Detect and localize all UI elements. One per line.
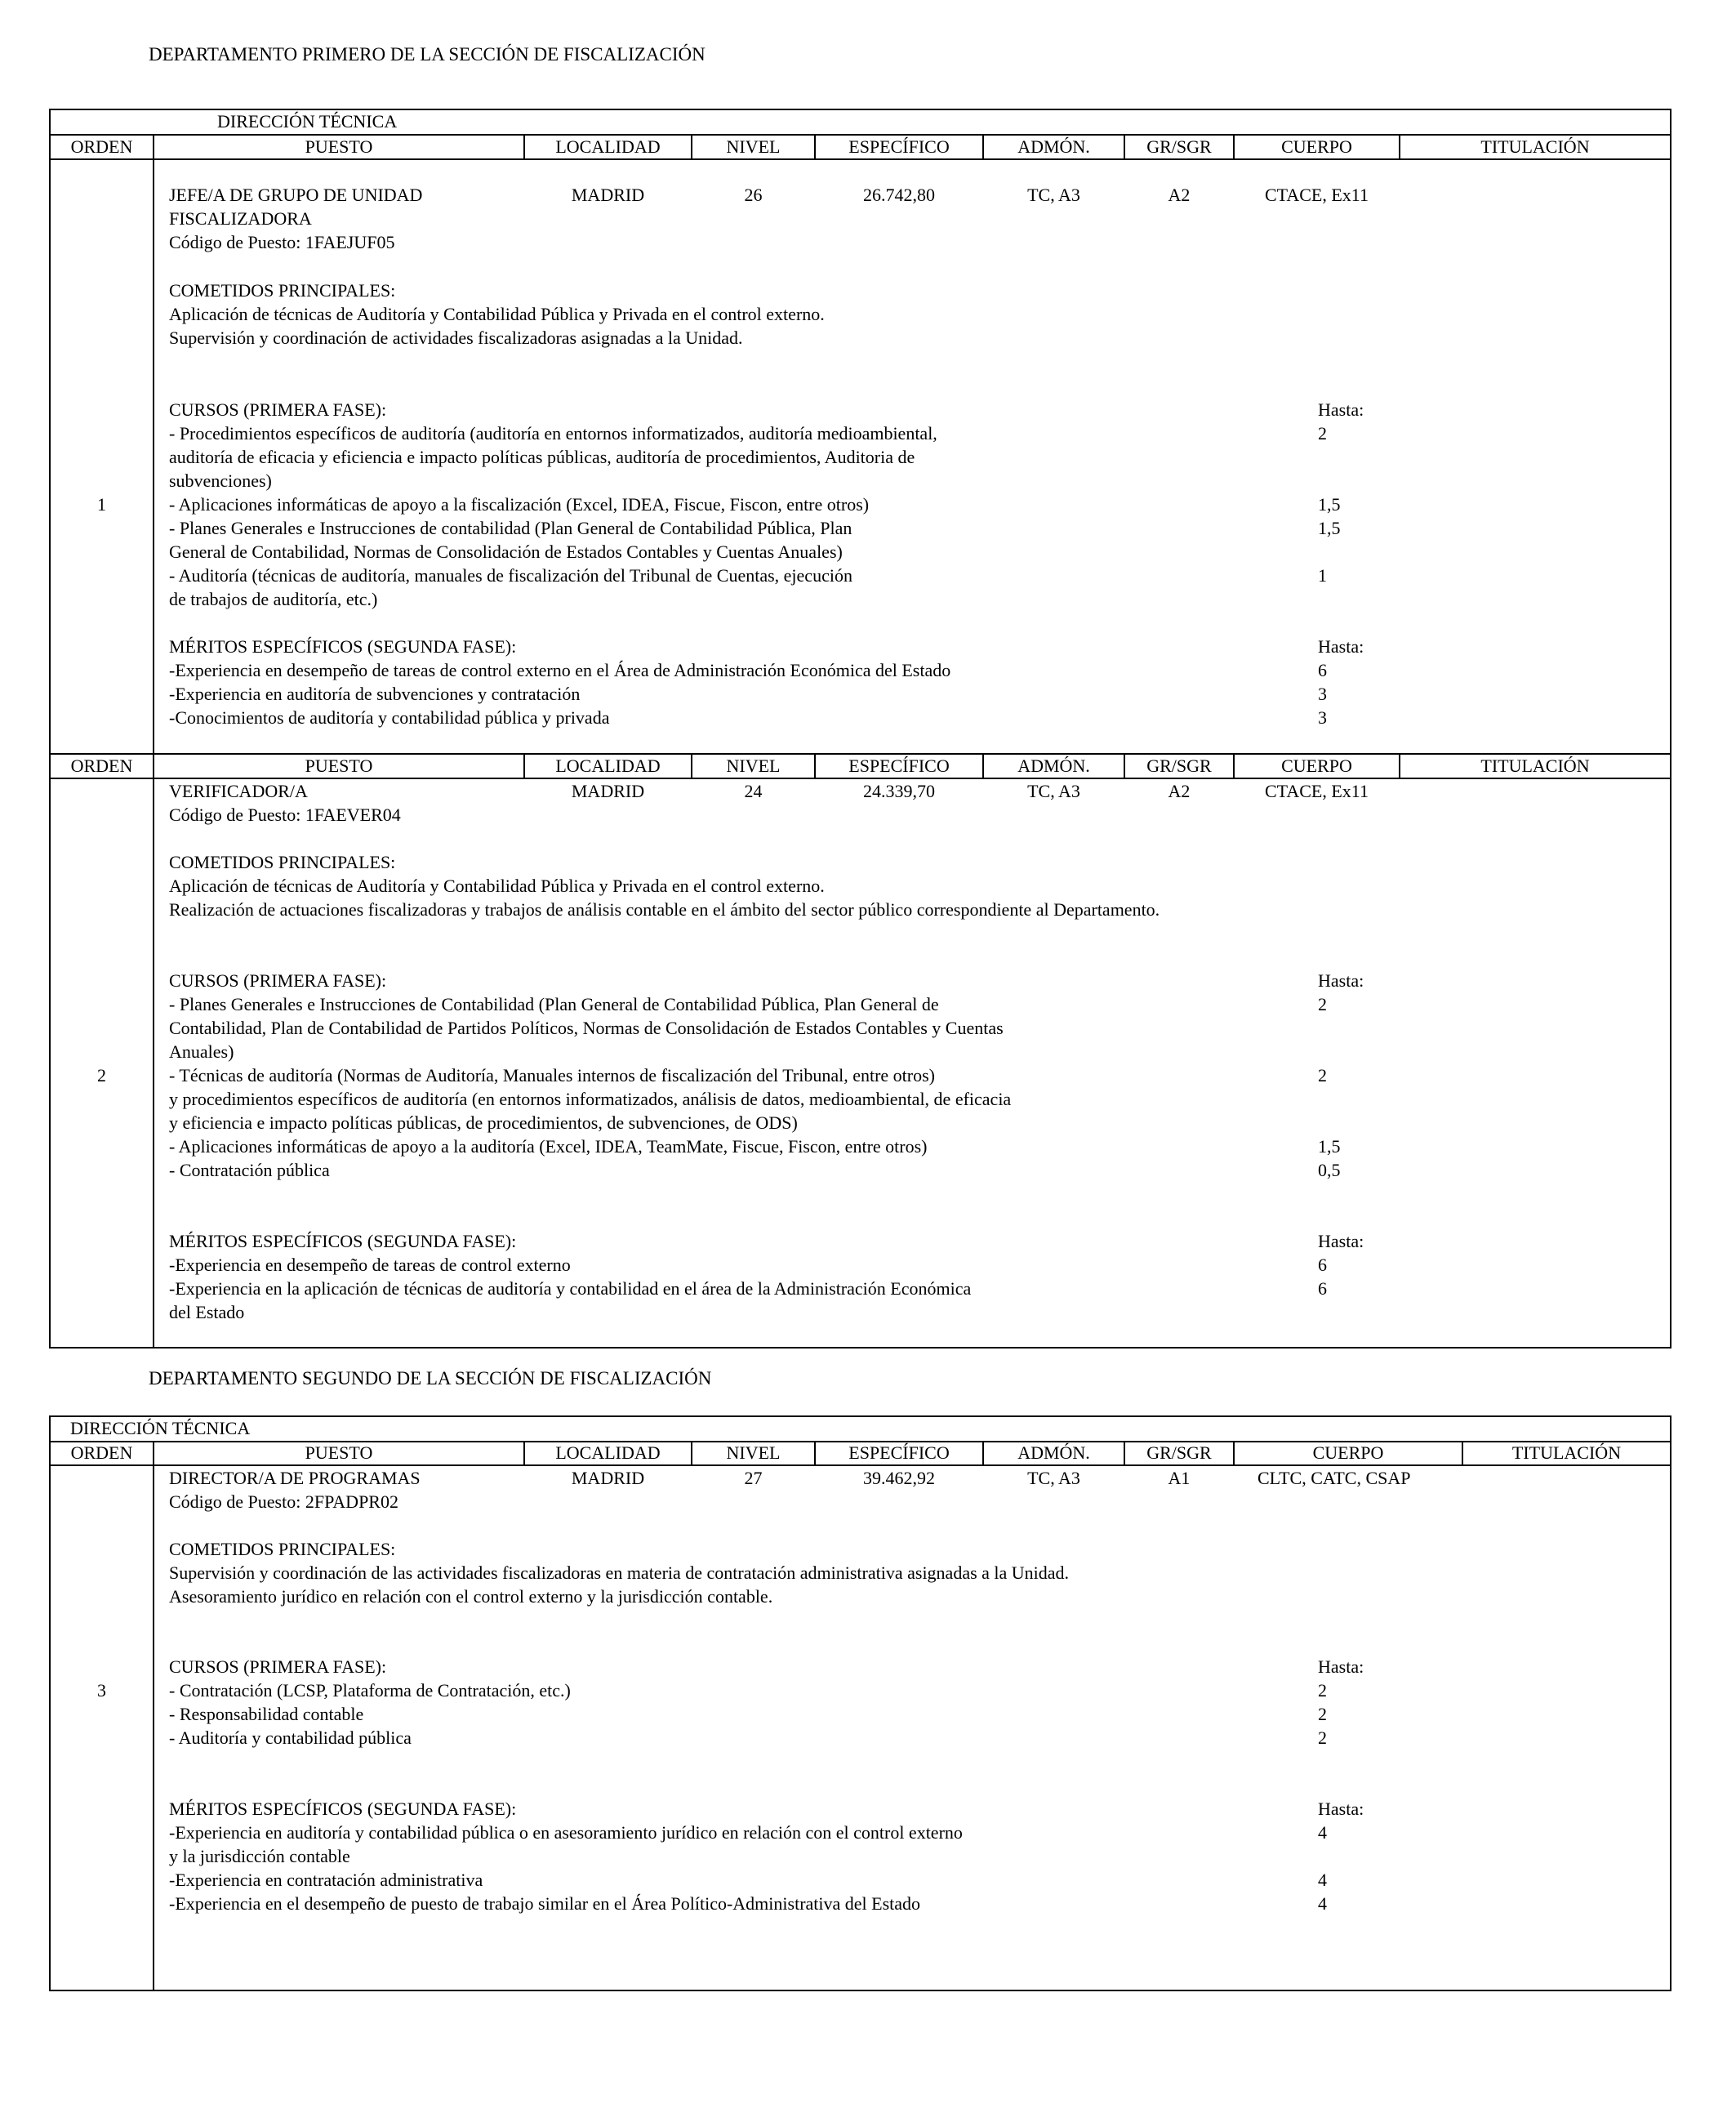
post-1-meritos-label: MÉRITOS ESPECÍFICOS (SEGUNDA FASE): (169, 636, 517, 657)
col-orden: ORDEN (70, 756, 133, 776)
orden-column-divider (153, 778, 154, 1348)
post-2-especifico: 24.339,70 (863, 781, 935, 801)
post-1-merito-line: -Experiencia en auditoría de subvenciones y contratación (169, 684, 581, 704)
table-1-subtitle: DIRECCIÓN TÉCNICA (217, 111, 398, 132)
post-2-curso-line: - Contratación pública (169, 1160, 330, 1180)
post-2-nivel: 24 (744, 781, 763, 801)
post-3-especifico: 39.462,92 (863, 1468, 935, 1488)
post-2-cometido: Realización de actuaciones fiscalizadoras y trabajos de análisis contable en el ámbito del sector público correspondiente al Departamento. (169, 899, 1160, 920)
col-titulacion: TITULACIÓN (1480, 756, 1590, 776)
post-2-merito-line: -Experiencia en desempeño de tareas de control externo (169, 1255, 571, 1275)
post-1-merito-line: -Experiencia en desempeño de tareas de control externo en el Área de Administración Económica del Estado (169, 660, 951, 680)
col-titulacion: TITULACIÓN (1511, 1442, 1622, 1463)
post-1-curso-line: de trabajos de auditoría, etc.) (169, 589, 378, 609)
post-2-meritos-hasta: Hasta: (1318, 1231, 1364, 1251)
post-3-grsgr: A1 (1168, 1468, 1191, 1488)
post-3-cursos-label: CURSOS (PRIMERA FASE): (169, 1656, 387, 1677)
post-2-grsgr: A2 (1168, 781, 1191, 801)
post-3-cometidos-label: COMETIDOS PRINCIPALES: (169, 1539, 396, 1559)
post-2-merito-score: 6 (1318, 1255, 1327, 1275)
post-3-curso-score: 2 (1318, 1727, 1327, 1748)
col-nivel: NIVEL (726, 136, 781, 157)
post-1-localidad: MADRID (571, 185, 645, 205)
post-1-cursos-hasta: Hasta: (1318, 399, 1364, 420)
col-especifico: ESPECÍFICO (848, 1442, 950, 1463)
orden-column-divider (153, 158, 154, 754)
post-2-curso-line: y eficiencia e impacto políticas públicas, de procedimientos, de subvenciones, de ODS) (169, 1112, 798, 1133)
post-2-curso-score: 2 (1318, 994, 1327, 1014)
post-2-admon: TC, A3 (1027, 781, 1080, 801)
post-2-localidad: MADRID (571, 781, 645, 801)
post-2-merito-line: -Experiencia en la aplicación de técnicas de auditoría y contabilidad en el área de la Administración Económica (169, 1278, 972, 1299)
post-1-merito-score: 3 (1318, 684, 1327, 704)
col-grsgr: GR/SGR (1146, 136, 1212, 157)
col-grsgr: GR/SGR (1146, 756, 1212, 776)
col-localidad: LOCALIDAD (555, 1442, 661, 1463)
post-2-curso-line: Anuales) (169, 1041, 234, 1062)
post-2-curso-score: 1,5 (1318, 1136, 1341, 1157)
post-1-puesto-line: FISCALIZADORA (169, 208, 312, 229)
col-puesto: PUESTO (305, 1442, 373, 1463)
post-1-curso-line: - Planes Generales e Instrucciones de contabilidad (Plan General de Contabilidad Pública, Plan (169, 518, 852, 538)
col-nivel: NIVEL (726, 756, 781, 776)
post-3-meritos-label: MÉRITOS ESPECÍFICOS (SEGUNDA FASE): (169, 1799, 517, 1819)
post-2-curso-line: - Aplicaciones informáticas de apoyo a la auditoría (Excel, IDEA, TeamMate, Fiscue, Fiscon, entre otros) (169, 1136, 928, 1157)
post-3-cometido: Supervisión y coordinación de las actividades fiscalizadoras en materia de contratación administrativa asignadas a la Unidad. (169, 1562, 1070, 1583)
col-especifico: ESPECÍFICO (848, 756, 950, 776)
post-3-merito-score: 4 (1318, 1893, 1327, 1914)
orden-column-divider (153, 1464, 154, 1990)
col-admon: ADMÓN. (1017, 136, 1090, 157)
post-1-curso-score: 1 (1318, 565, 1327, 586)
post-2-merito-score: 6 (1318, 1278, 1327, 1299)
post-1-especifico: 26.742,80 (863, 185, 935, 205)
post-3-merito-line: -Experiencia en el desempeño de puesto de trabajo similar en el Área Político-Administrativa del Estado (169, 1893, 921, 1914)
department-2-title: DEPARTAMENTO SEGUNDO DE LA SECCIÓN DE FISCALIZACIÓN (149, 1368, 712, 1389)
post-3-merito-score: 4 (1318, 1870, 1327, 1890)
post-3-merito-line: y la jurisdicción contable (169, 1846, 350, 1866)
col-cuerpo: CUERPO (1312, 1442, 1384, 1463)
post-1-cometido: Aplicación de técnicas de Auditoría y Contabilidad Pública y Privada en el control externo. (169, 304, 825, 324)
col-localidad: LOCALIDAD (555, 136, 661, 157)
post-1-merito-line: -Conocimientos de auditoría y contabilidad pública y privada (169, 707, 610, 728)
post-2-meritos-label: MÉRITOS ESPECÍFICOS (SEGUNDA FASE): (169, 1231, 517, 1251)
post-1-curso-score: 2 (1318, 423, 1327, 444)
col-orden: ORDEN (70, 136, 133, 157)
post-1-curso-line: - Auditoría (técnicas de auditoría, manuales de fiscalización del Tribunal de Cuentas, ejecución (169, 565, 852, 586)
post-3-cuerpo: CLTC, CATC, CSAP (1257, 1468, 1411, 1488)
post-1-curso-score: 1,5 (1318, 494, 1341, 515)
post-1-curso-line: General de Contabilidad, Normas de Consolidación de Estados Contables y Cuentas Anuales) (169, 542, 843, 562)
post-1-cuerpo: CTACE, Ex11 (1265, 185, 1369, 205)
post-3-curso-score: 2 (1318, 1704, 1327, 1724)
post-3-merito-line: -Experiencia en auditoría y contabilidad pública o en asesoramiento jurídico en relación con el control externo (169, 1822, 963, 1843)
post-3-merito-line: -Experiencia en contratación administrativa (169, 1870, 483, 1890)
post-1-grsgr: A2 (1168, 185, 1191, 205)
col-nivel: NIVEL (726, 1442, 781, 1463)
post-1-codigo: Código de Puesto: 1FAEJUF05 (169, 232, 395, 252)
table-2-subtitle: DIRECCIÓN TÉCNICA (70, 1418, 251, 1438)
post-2-cuerpo: CTACE, Ex11 (1265, 781, 1369, 801)
post-3-codigo: Código de Puesto: 2FPADPR02 (169, 1491, 398, 1512)
col-orden: ORDEN (70, 1442, 133, 1463)
col-grsgr: GR/SGR (1146, 1442, 1212, 1463)
post-3-admon: TC, A3 (1027, 1468, 1080, 1488)
post-1-puesto-line: JEFE/A DE GRUPO DE UNIDAD (169, 185, 423, 205)
post-2-merito-line: del Estado (169, 1302, 245, 1322)
post-3-localidad: MADRID (571, 1468, 645, 1488)
post-2-codigo: Código de Puesto: 1FAEVER04 (169, 805, 401, 825)
post-1-admon: TC, A3 (1027, 185, 1080, 205)
col-cuerpo: CUERPO (1281, 136, 1352, 157)
post-2-cometido: Aplicación de técnicas de Auditoría y Contabilidad Pública y Privada en el control externo. (169, 876, 825, 896)
post-1-curso-line: - Aplicaciones informáticas de apoyo a la fiscalización (Excel, IDEA, Fiscue, Fiscon, entre otros) (169, 494, 870, 515)
col-cuerpo: CUERPO (1281, 756, 1352, 776)
post-3-orden: 3 (97, 1680, 106, 1701)
post-3-cursos-hasta: Hasta: (1318, 1656, 1364, 1677)
post-2-orden: 2 (97, 1065, 106, 1085)
post-2-curso-line: Contabilidad, Plan de Contabilidad de Partidos Políticos, Normas de Consolidación de Estados Contables y Cuentas (169, 1018, 1004, 1038)
col-puesto: PUESTO (305, 136, 373, 157)
post-3-curso-line: - Contratación (LCSP, Plataforma de Contratación, etc.) (169, 1680, 571, 1701)
post-1-curso-score: 1,5 (1318, 518, 1341, 538)
post-1-merito-score: 6 (1318, 660, 1327, 680)
post-1-cursos-label: CURSOS (PRIMERA FASE): (169, 399, 387, 420)
post-1-merito-score: 3 (1318, 707, 1327, 728)
col-titulacion: TITULACIÓN (1480, 136, 1590, 157)
post-3-curso-score: 2 (1318, 1680, 1327, 1701)
post-3-meritos-hasta: Hasta: (1318, 1799, 1364, 1819)
post-2-puesto-line: VERIFICADOR/A (169, 781, 308, 801)
post-2-curso-line: - Planes Generales e Instrucciones de Contabilidad (Plan General de Contabilidad Pública, Plan General de (169, 994, 939, 1014)
post-1-meritos-hasta: Hasta: (1318, 636, 1364, 657)
post-3-merito-score: 4 (1318, 1822, 1327, 1843)
post-2-cursos-hasta: Hasta: (1318, 970, 1364, 991)
post-1-cometido: Supervisión y coordinación de actividades fiscalizadoras asignadas a la Unidad. (169, 328, 743, 348)
department-1-title: DEPARTAMENTO PRIMERO DE LA SECCIÓN DE FISCALIZACIÓN (149, 44, 706, 65)
post-2-curso-line: y procedimientos específicos de auditoría (en entornos informatizados, análisis de datos, medioambiental, de eficacia (169, 1089, 1012, 1109)
col-especifico: ESPECÍFICO (848, 136, 950, 157)
post-3-curso-line: - Responsabilidad contable (169, 1704, 364, 1724)
post-1-cometidos-label: COMETIDOS PRINCIPALES: (169, 280, 396, 301)
post-1-nivel: 26 (744, 185, 763, 205)
col-puesto: PUESTO (305, 756, 373, 776)
post-3-cometido: Asesoramiento jurídico en relación con el control externo y la jurisdicción contable. (169, 1586, 773, 1607)
post-2-curso-score: 0,5 (1318, 1160, 1341, 1180)
col-localidad: LOCALIDAD (555, 756, 661, 776)
col-admon: ADMÓN. (1017, 756, 1090, 776)
post-1-curso-line: subvenciones) (169, 470, 272, 491)
col-admon: ADMÓN. (1017, 1442, 1090, 1463)
post-1-curso-line: - Procedimientos específicos de auditoría (auditoría en entornos informatizados, auditoría medioambiental, (169, 423, 937, 444)
header-1-bottom-rule (49, 158, 1671, 160)
post-1-curso-line: auditoría de eficacia y eficiencia e impacto políticas públicas, auditoría de procedimientos, Auditoria de (169, 447, 915, 467)
post-1-orden: 1 (97, 494, 106, 515)
post-3-puesto-line: DIRECTOR/A DE PROGRAMAS (169, 1468, 421, 1488)
post-3-nivel: 27 (744, 1468, 763, 1488)
post-3-curso-line: - Auditoría y contabilidad pública (169, 1727, 412, 1748)
post-2-cursos-label: CURSOS (PRIMERA FASE): (169, 970, 387, 991)
post-2-cometidos-label: COMETIDOS PRINCIPALES: (169, 852, 396, 872)
post-2-curso-score: 2 (1318, 1065, 1327, 1085)
post-2-curso-line: - Técnicas de auditoría (Normas de Auditoría, Manuales internos de fiscalización del Tribunal, entre otros) (169, 1065, 935, 1085)
